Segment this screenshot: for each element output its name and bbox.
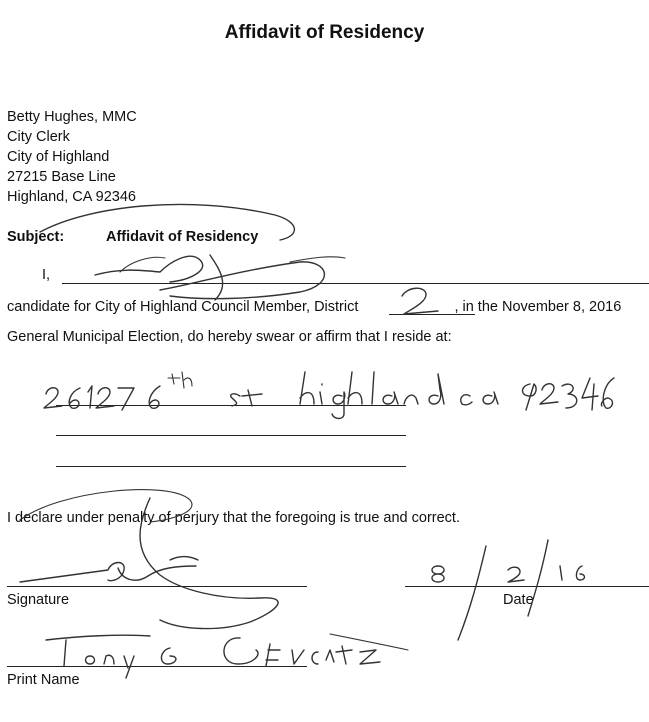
print-name-label: Print Name (7, 672, 80, 688)
residence-address-value (60, 380, 74, 381)
signature-line (7, 586, 307, 587)
addressee-position: City Clerk (7, 129, 70, 145)
residence-address-handwriting (44, 372, 614, 419)
district-value (402, 284, 403, 285)
document-title: Affidavit of Residency (224, 22, 425, 43)
declarant-signature-scribble (40, 204, 345, 300)
print-name-line (7, 666, 307, 667)
print-name-value (60, 645, 68, 646)
declarant-name-line (62, 283, 649, 284)
addressee-city-state-zip: Highland, CA 92346 (7, 189, 136, 205)
election-suffix: , in the November 8, 2016 (454, 299, 622, 315)
date-line (405, 586, 649, 587)
candidate-prefix: candidate for City of Highland Council Member, District (7, 299, 359, 315)
addressee-street: 27215 Base Line (7, 169, 116, 185)
date-value (430, 560, 433, 561)
addressee-city: City of Highland (7, 149, 110, 165)
date-label: Date (503, 592, 534, 608)
print-name-handwriting (46, 634, 408, 678)
declaration-text: I declare under penalty of perjury that the foregoing is true and correct. (7, 510, 460, 526)
residence-line-1 (56, 405, 406, 406)
declarant-prefix: I, (42, 267, 51, 283)
candidate-line (7, 299, 621, 315)
residence-line-2 (56, 435, 406, 436)
residence-line-3 (56, 466, 406, 467)
district-line (389, 314, 475, 315)
addressee-name: Betty Hughes, MMC (7, 109, 137, 125)
addressee-block (7, 107, 137, 207)
subject-value: Affidavit of Residency (106, 229, 259, 245)
election-line: General Municipal Election, do hereby swear or affirm that I reside at: (7, 329, 452, 345)
subject-label: Subject: (7, 229, 65, 245)
signature-label: Signature (7, 592, 70, 608)
date-handwriting (432, 540, 585, 640)
